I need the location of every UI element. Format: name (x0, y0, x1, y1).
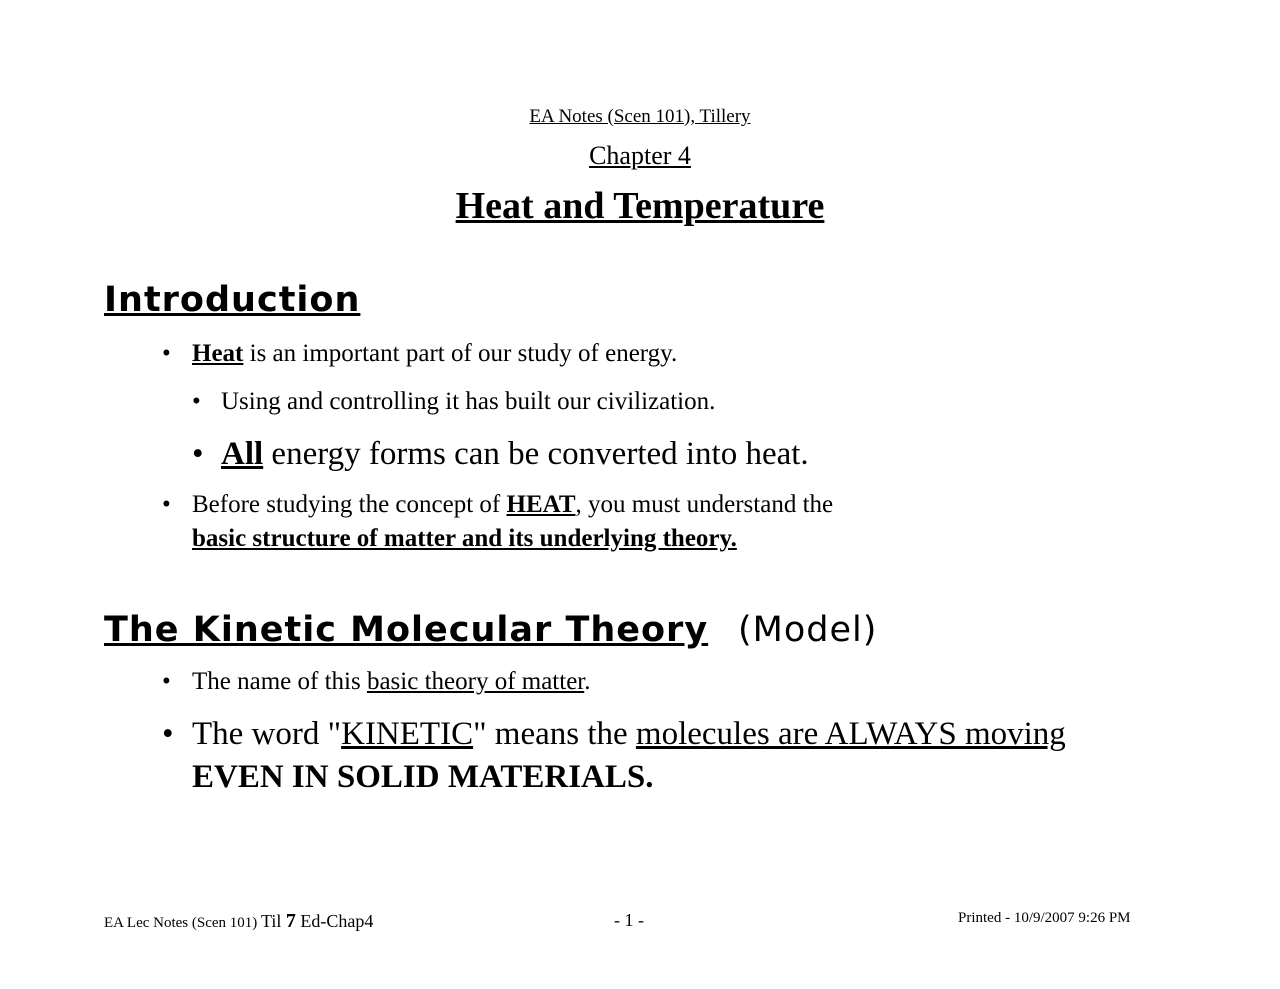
bullet-glyph: • (162, 668, 171, 695)
footer-left: EA Lec Notes (Scen 101) Til 7 Ed-Chap4 (104, 910, 374, 932)
page-title: Heat and Temperature (455, 185, 825, 227)
bullet-glyph: • (162, 716, 174, 752)
intro-bullet-heat: Heat is an important part of our study of energy. (192, 340, 678, 367)
footer-page-number: - 1 - (614, 910, 644, 930)
section-heading-model: (Model) (738, 610, 878, 650)
intro-bullet-civilization: Using and controlling it has built our civilization. (221, 388, 716, 415)
course-header: EA Notes (Scen 101), Tillery (529, 106, 751, 127)
kinetic-bullet-word: The word "KINETIC" means the molecules are ALWAYS moving (192, 716, 1066, 752)
bullet-glyph: • (162, 491, 171, 518)
section-heading-introduction: Introduction (104, 280, 361, 320)
bullet-glyph: • (192, 388, 201, 415)
bullet-glyph: • (162, 340, 171, 367)
intro-bullet-all-energy: All energy forms can be converted into heat. (221, 436, 809, 472)
intro-bullet-structure-line: basic structure of matter and its underlying theory. (192, 525, 737, 552)
chapter-label: Chapter 4 (589, 141, 691, 170)
kinetic-bullet-solid-line: EVEN IN SOLID MATERIALS. (192, 759, 654, 795)
bullet-glyph: • (192, 436, 204, 472)
footer-printed-date: Printed - 10/9/2007 9:26 PM (958, 910, 1131, 926)
intro-bullet-before-studying: Before studying the concept of HEAT, you must understand the (192, 491, 834, 518)
kinetic-bullet-name: The name of this basic theory of matter. (192, 668, 591, 695)
section-heading-kinetic: The Kinetic Molecular Theory (104, 610, 709, 650)
